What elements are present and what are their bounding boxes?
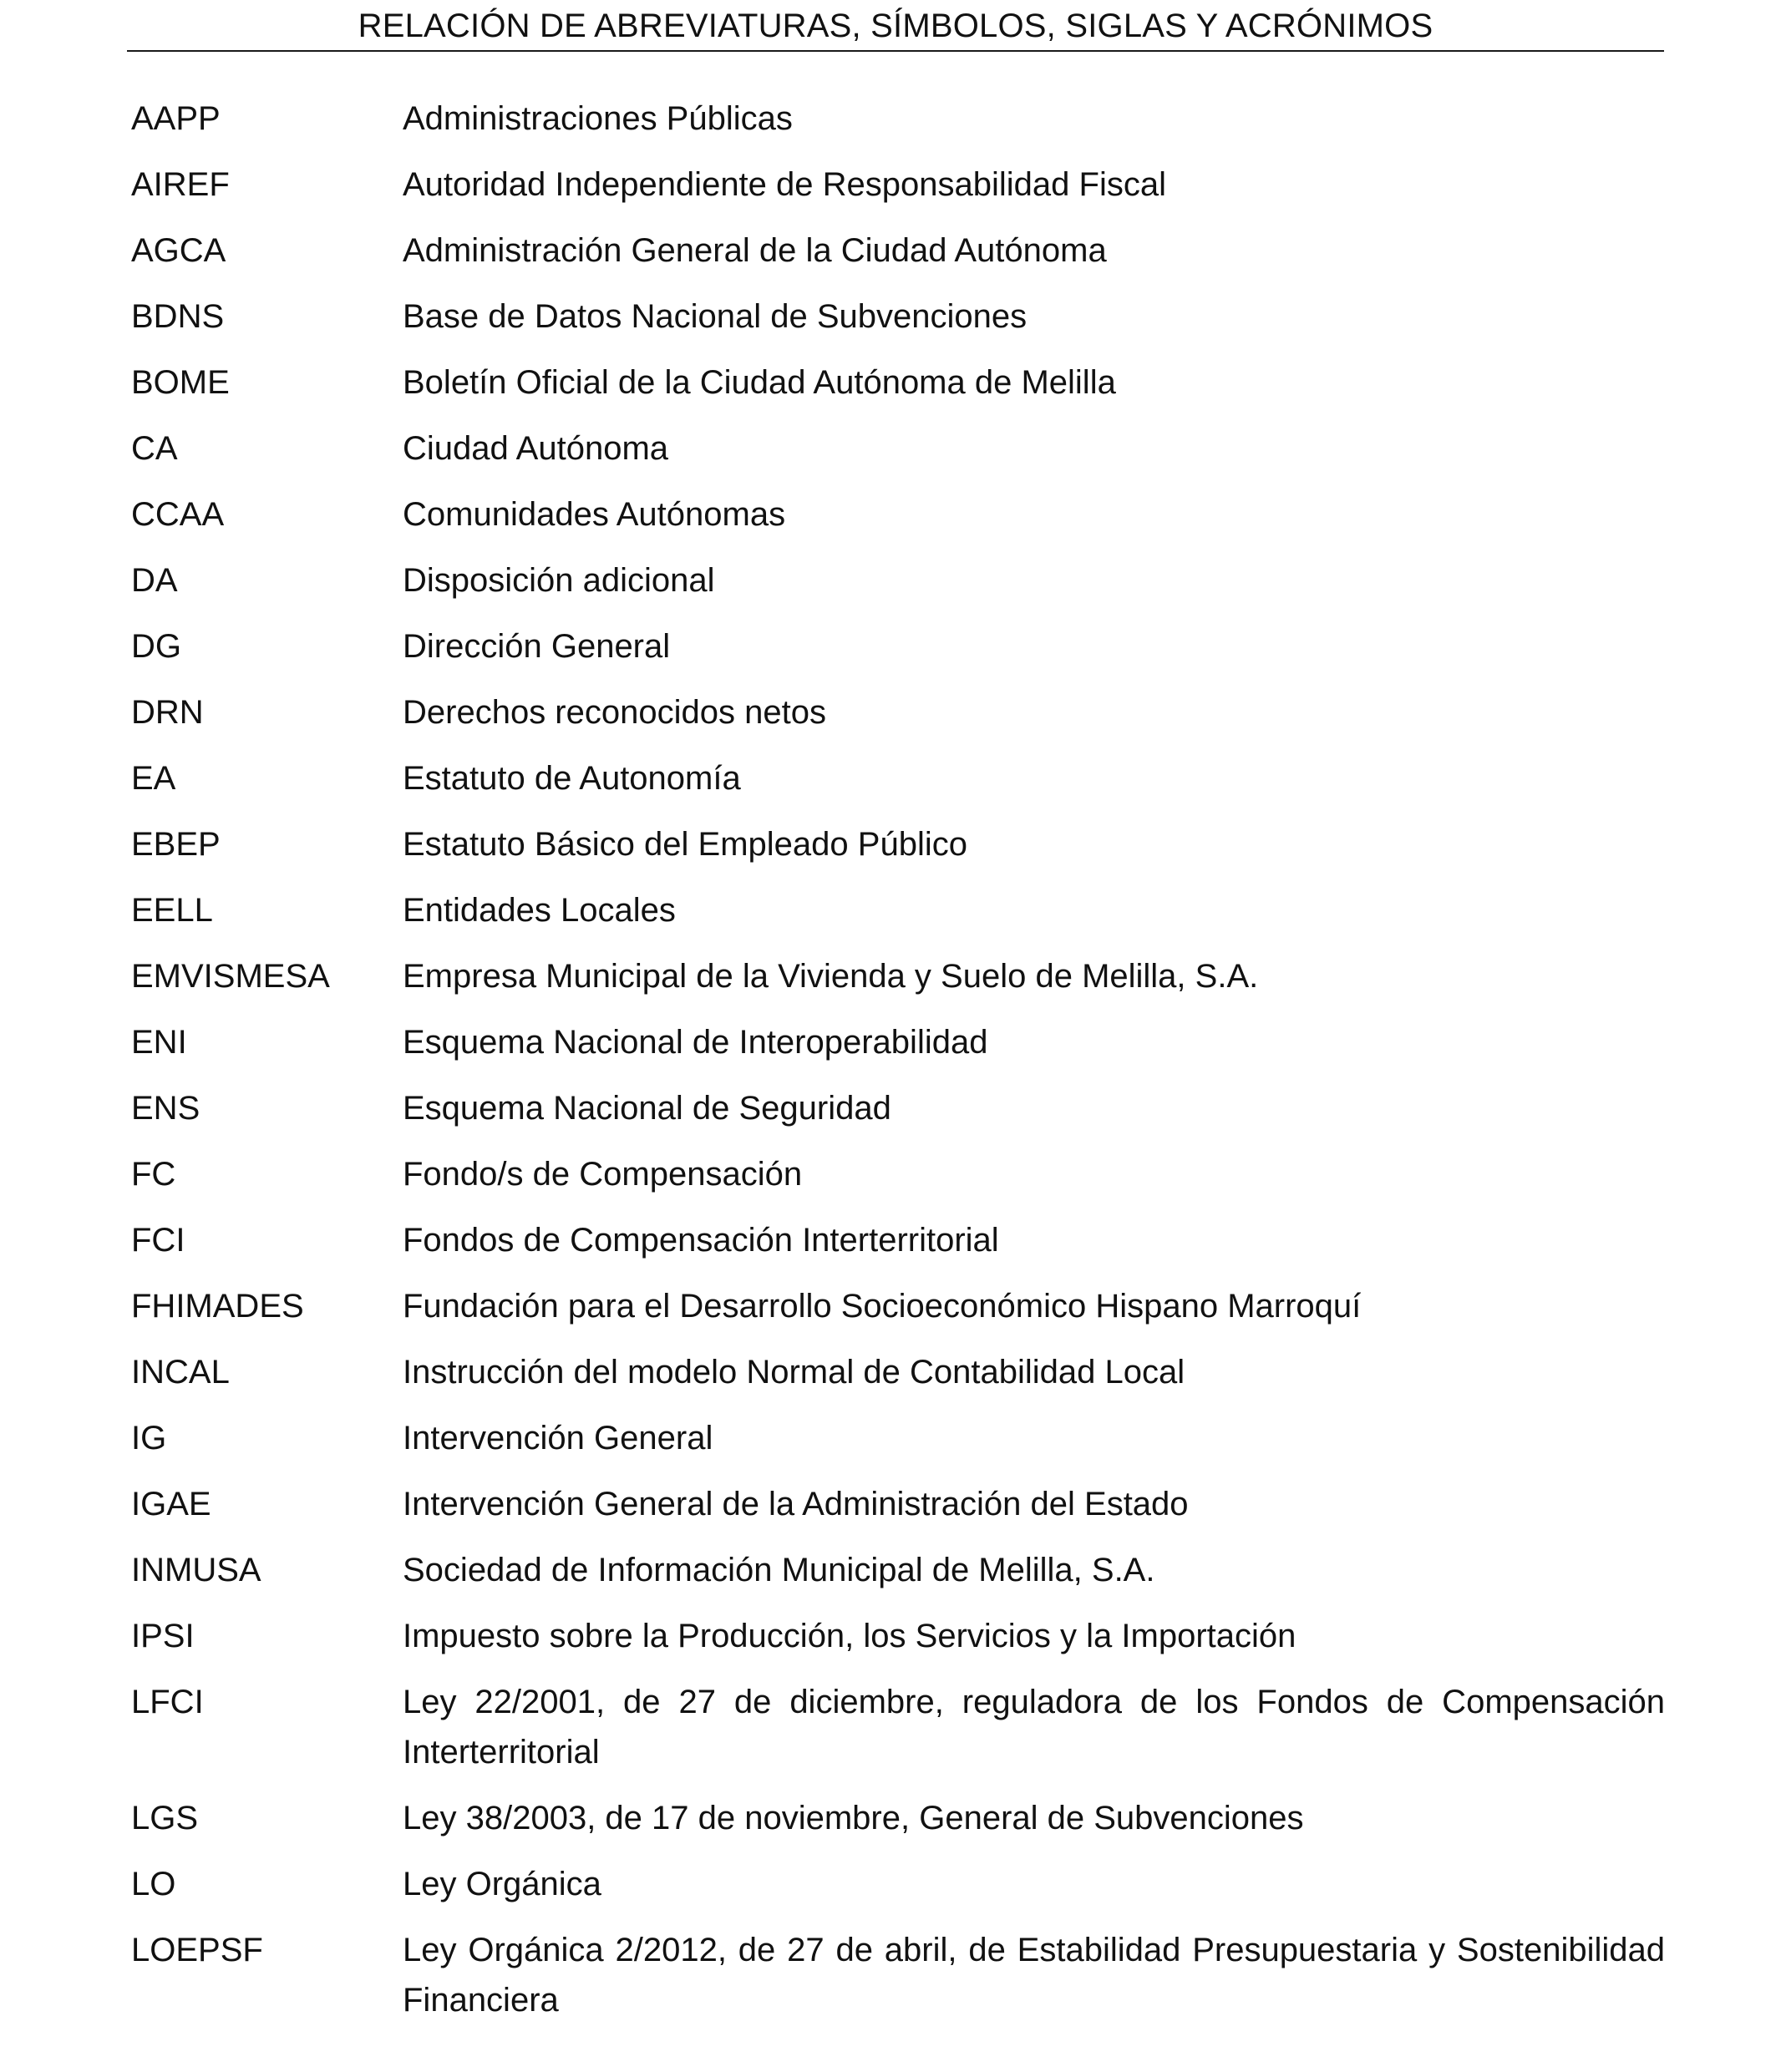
abbreviation: IG [131,1420,167,1456]
abbreviation: INMUSA [131,1552,261,1588]
abbreviation: ENI [131,1024,187,1061]
definition: Derechos reconocidos netos [403,694,826,731]
definition: Instrucción del modelo Normal de Contabilidad Local [403,1354,1185,1391]
definition: Intervención General [403,1420,713,1456]
list-item [131,1545,1665,1595]
list-item [131,1017,1665,1067]
definition: Boletín Oficial de la Ciudad Autónoma de Melilla [403,364,1116,401]
abbreviation: IPSI [131,1618,195,1654]
abbreviation: DRN [131,694,204,731]
list-item [131,160,1665,210]
list-item [131,1413,1665,1463]
list-item [131,1925,1665,2025]
list-item [131,1281,1665,1331]
list-item [131,687,1665,737]
list-item [131,489,1665,540]
definition: Ley Orgánica 2/2012, de 27 de abril, de Estabilidad Presupuestaria y Sostenibilidad Financiera [403,1932,1665,2019]
abbreviation: EELL [131,892,213,929]
abbreviation: CCAA [131,496,225,533]
definition: Ciudad Autónoma [403,430,669,467]
abbreviation: AGCA [131,232,226,269]
abbreviation: AIREF [131,166,230,203]
list-item [131,1793,1665,1843]
list-item [131,1611,1665,1661]
definition: Sociedad de Información Municipal de Melilla, S.A. [403,1552,1155,1588]
list-item [131,951,1665,1001]
definition: Comunidades Autónomas [403,496,786,533]
abbreviation: FHIMADES [131,1288,304,1325]
definition: Empresa Municipal de la Vivienda y Suelo de Melilla, S.A. [403,958,1259,995]
abbreviation: IGAE [131,1486,211,1522]
definition: Disposición adicional [403,562,715,599]
definition: Dirección General [403,628,671,665]
abbreviation: EBEP [131,826,221,863]
page-header [127,0,1664,52]
abbreviation-list [131,94,1665,2041]
abbreviation: FCI [131,1222,185,1259]
definition: Estatuto Básico del Empleado Público [403,826,967,863]
abbreviation: LO [131,1866,176,1902]
abbreviation: INCAL [131,1354,230,1391]
list-item [131,1677,1665,1777]
list-item [131,1347,1665,1397]
definition: Fondos de Compensación Interterritorial [403,1222,999,1259]
definition: Esquema Nacional de Seguridad [403,1090,891,1127]
list-item [131,423,1665,474]
definition: Ley 22/2001, de 27 de diciembre, reguladora de los Fondos de Compensación Interterritorial [403,1684,1665,1771]
list-item [131,357,1665,408]
abbreviation: EA [131,760,176,797]
definition: Autoridad Independiente de Responsabilidad Fiscal [403,166,1166,203]
definition: Fundación para el Desarrollo Socioeconómico Hispano Marroquí [403,1288,1362,1325]
abbreviation: LFCI [131,1684,204,1720]
list-item [131,621,1665,671]
abbreviation: AAPP [131,100,221,137]
abbreviation: EMVISMESA [131,958,330,995]
definition: Administración General de la Ciudad Autónoma [403,232,1107,269]
list-item [131,1479,1665,1529]
list-item [131,1083,1665,1133]
definition: Estatuto de Autonomía [403,760,741,797]
abbreviation: ENS [131,1090,200,1127]
list-item [131,819,1665,869]
list-item [131,753,1665,803]
definition: Ley 38/2003, de 17 de noviembre, General de Subvenciones [403,1800,1304,1836]
definition: Impuesto sobre la Producción, los Servicios y la Importación [403,1618,1296,1654]
abbreviation: BDNS [131,298,225,335]
abbreviation: CA [131,430,178,467]
definition: Esquema Nacional de Interoperabilidad [403,1024,988,1061]
definition: Fondo/s de Compensación [403,1156,803,1193]
abbreviation: FC [131,1156,176,1193]
list-item [131,291,1665,342]
definition: Administraciones Públicas [403,100,793,137]
page-title: RELACIÓN DE ABREVIATURAS, SÍMBOLOS, SIGLAS Y ACRÓNIMOS [358,8,1433,44]
list-item [131,1149,1665,1199]
definition: Base de Datos Nacional de Subvenciones [403,298,1028,335]
definition: Entidades Locales [403,892,676,929]
list-item [131,885,1665,935]
abbreviation: BOME [131,364,230,401]
abbreviation: LGS [131,1800,199,1836]
abbreviation: DA [131,562,178,599]
definition: Intervención General de la Administración del Estado [403,1486,1189,1522]
list-item [131,555,1665,605]
definition: Ley Orgánica [403,1866,601,1902]
abbreviation: LOEPSF [131,1932,263,1968]
list-item [131,225,1665,276]
list-item [131,1859,1665,1909]
abbreviation: DG [131,628,181,665]
list-item [131,1215,1665,1265]
list-item [131,94,1665,144]
